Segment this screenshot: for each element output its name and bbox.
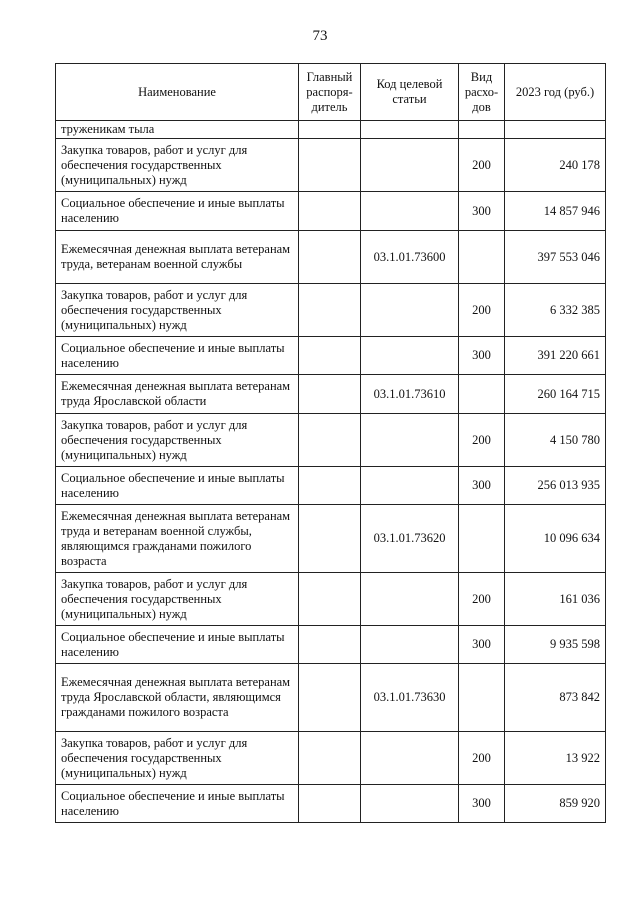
cell-name: Ежемесячная денежная выплата ветеранам труда Ярославской области, являющимся гражданами пожилого возраста (56, 664, 299, 732)
cell-code (361, 337, 459, 375)
cell-kind: 200 (459, 414, 505, 467)
cell-kind: 300 (459, 192, 505, 231)
cell-name: Ежемесячная денежная выплата ветеранам труда, ветеранам военной службы (56, 231, 299, 284)
cell-amount: 391 220 661 (505, 337, 606, 375)
table-row (56, 414, 606, 467)
cell-amount: 161 036 (505, 573, 606, 626)
cell-kind: 200 (459, 139, 505, 192)
cell-admin (299, 505, 361, 573)
table-row (56, 664, 606, 732)
cell-admin (299, 284, 361, 337)
cell-amount: 4 150 780 (505, 414, 606, 467)
table-row (56, 573, 606, 626)
cell-admin (299, 121, 361, 139)
cell-admin (299, 626, 361, 664)
cell-kind (459, 121, 505, 139)
cell-admin (299, 139, 361, 192)
cell-name: Закупка товаров, работ и услуг для обеспечения государственных (муниципальных) нужд (56, 573, 299, 626)
cell-admin (299, 337, 361, 375)
page-number: 73 (312, 28, 328, 44)
cell-amount: 10 096 634 (505, 505, 606, 573)
cell-kind: 200 (459, 284, 505, 337)
cell-kind (459, 231, 505, 284)
cell-admin (299, 573, 361, 626)
table-row (56, 626, 606, 664)
cell-name: Социальное обеспечение и иные выплаты населению (56, 337, 299, 375)
cell-admin (299, 467, 361, 505)
cell-code (361, 626, 459, 664)
cell-name: Социальное обеспечение и иные выплаты населению (56, 467, 299, 505)
cell-amount: 397 553 046 (505, 231, 606, 284)
cell-kind: 300 (459, 337, 505, 375)
table-row (56, 467, 606, 505)
cell-kind: 200 (459, 732, 505, 785)
cell-amount: 6 332 385 (505, 284, 606, 337)
cell-kind: 300 (459, 467, 505, 505)
table-row (56, 121, 606, 139)
cell-amount (505, 121, 606, 139)
cell-admin (299, 664, 361, 732)
cell-amount: 240 178 (505, 139, 606, 192)
cell-code: 03.1.01.73620 (361, 505, 459, 573)
cell-amount: 256 013 935 (505, 467, 606, 505)
cell-amount: 9 935 598 (505, 626, 606, 664)
cell-code (361, 139, 459, 192)
cell-name: Социальное обеспечение и иные выплаты населению (56, 192, 299, 231)
cell-name: Закупка товаров, работ и услуг для обеспечения государственных (муниципальных) нужд (56, 732, 299, 785)
cell-code (361, 785, 459, 823)
header-amount: 2023 год (руб.) (505, 64, 606, 121)
table-row (56, 505, 606, 573)
cell-amount: 873 842 (505, 664, 606, 732)
cell-code (361, 573, 459, 626)
cell-kind (459, 375, 505, 414)
cell-code (361, 414, 459, 467)
header-admin: Главный распоря-дитель (299, 64, 361, 121)
cell-amount: 260 164 715 (505, 375, 606, 414)
cell-admin (299, 414, 361, 467)
cell-name: Социальное обеспечение и иные выплаты населению (56, 785, 299, 823)
cell-code (361, 121, 459, 139)
header-name: Наименование (56, 64, 299, 121)
table-row (56, 337, 606, 375)
table-row (56, 284, 606, 337)
cell-amount: 13 922 (505, 732, 606, 785)
table-row (56, 231, 606, 284)
cell-name: Закупка товаров, работ и услуг для обеспечения государственных (муниципальных) нужд (56, 284, 299, 337)
header-code: Код целевой статьи (361, 64, 459, 121)
cell-admin (299, 785, 361, 823)
cell-amount: 859 920 (505, 785, 606, 823)
cell-code: 03.1.01.73600 (361, 231, 459, 284)
table-row (56, 732, 606, 785)
cell-kind: 200 (459, 573, 505, 626)
header-kind: Вид расхо-дов (459, 64, 505, 121)
cell-code (361, 467, 459, 505)
cell-code: 03.1.01.73610 (361, 375, 459, 414)
table-row (56, 375, 606, 414)
cell-name: Ежемесячная денежная выплата ветеранам труда Ярославской области (56, 375, 299, 414)
cell-kind (459, 505, 505, 573)
table-row (56, 192, 606, 231)
cell-admin (299, 192, 361, 231)
cell-code (361, 732, 459, 785)
cell-name: Ежемесячная денежная выплата ветеранам труда и ветеранам военной службы, являющимся гражданами пожилого возраста (56, 505, 299, 573)
cell-amount: 14 857 946 (505, 192, 606, 231)
cell-admin (299, 375, 361, 414)
cell-code: 03.1.01.73630 (361, 664, 459, 732)
cell-kind (459, 664, 505, 732)
table-row (56, 785, 606, 823)
table-row (56, 139, 606, 192)
header-row (56, 64, 606, 121)
cell-name: труженикам тыла (56, 121, 299, 139)
cell-kind: 300 (459, 626, 505, 664)
cell-kind: 300 (459, 785, 505, 823)
cell-name: Закупка товаров, работ и услуг для обеспечения государственных (муниципальных) нужд (56, 139, 299, 192)
budget-table (55, 63, 606, 823)
cell-code (361, 192, 459, 231)
cell-name: Социальное обеспечение и иные выплаты населению (56, 626, 299, 664)
cell-admin (299, 732, 361, 785)
cell-admin (299, 231, 361, 284)
cell-name: Закупка товаров, работ и услуг для обеспечения государственных (муниципальных) нужд (56, 414, 299, 467)
cell-code (361, 284, 459, 337)
